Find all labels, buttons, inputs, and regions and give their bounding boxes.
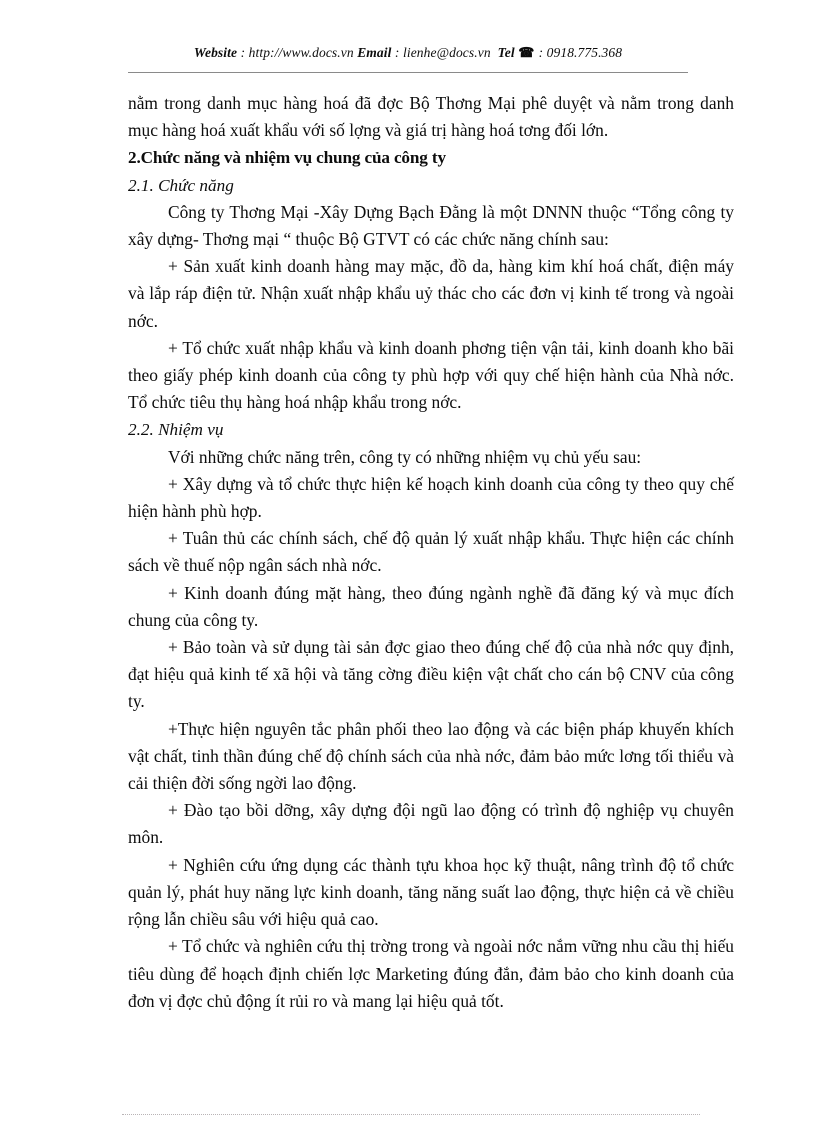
website-separator: :	[237, 45, 249, 60]
footer-divider	[122, 1114, 700, 1115]
header-contact-line	[194, 45, 622, 61]
tel-number: 0918.775.368	[546, 45, 623, 60]
paragraph-duty-4: + Bảo toàn và sử dụng tài sản đợc giao theo đúng chế độ của nhà nớc quy định, đạt hiệu quả kinh tế xã hội và tăng cờng điều kiện vật chất cho cán bộ CNV của công ty.	[128, 637, 734, 712]
section-heading-2: 2.Chức năng và nhiệm vụ chung của công ty	[128, 148, 446, 168]
tel-separator: :	[535, 45, 547, 60]
tel-label: Tel	[497, 45, 515, 60]
paragraph-duties-intro: Với những chức năng trên, công ty có những nhiệm vụ chủ yếu sau:	[168, 446, 642, 467]
paragraph-duty-1: + Xây dựng và tổ chức thực hiện kế hoạch kinh doanh của công ty theo quy chế hiện hành phù hợp.	[128, 473, 734, 522]
paragraph-duty-6: + Đào tạo bồi dỡng, xây dựng đội ngũ lao động có trình độ nghiệp vụ chuyên môn.	[128, 800, 734, 848]
email-separator: :	[391, 45, 403, 60]
paragraph-duty-7: + Nghiên cứu ứng dụng các thành tựu khoa học kỹ thuật, nâng trình độ tổ chức quản lý, phát huy năng lực kinh doanh, tăng năng suất lao động, thực hiện cả về chiều rộng lẫn chiều sâu với hiệu quả cao.	[128, 854, 734, 930]
paragraph-duty-8: + Tổ chức và nghiên cứu thị trờng trong và ngoài nớc nắm vững nhu cầu thị hiếu tiêu dùng để hoạch định chiến lợc Marketing đúng đắn, đảm bảo cho kinh doanh của đơn vị đợc chủ động ít rủi ro và mang lại hiệu quả tốt.	[128, 936, 734, 1011]
paragraph-continuation: nằm trong danh mục hàng hoá đã đợc Bộ Thơng Mại phê duyệt và nằm trong danh mục hàng hoá xuất khẩu với số lợng và giá trị hàng hoá tơng đối lớn.	[128, 93, 734, 141]
subsection-heading-2-1: 2.1. Chức năng	[128, 175, 234, 195]
subsection-heading-2-2: 2.2. Nhiệm vụ	[128, 420, 224, 440]
email-label: Email	[357, 45, 392, 60]
website-url[interactable]: http://www.docs.vn	[248, 45, 354, 60]
page-header	[128, 44, 688, 62]
paragraph-duty-2: + Tuân thủ các chính sách, chế độ quản lý xuất nhập khẩu. Thực hiện các chính sách về thuế nộp ngân sách nhà nớc.	[128, 528, 734, 576]
header-divider	[128, 72, 688, 73]
email-address[interactable]: lienhe@docs.vn	[403, 45, 491, 60]
paragraph-function-1: + Sản xuất kinh doanh hàng may mặc, đồ da, hàng kim khí hoá chất, điện máy và lắp ráp điện tử. Nhận xuất nhập khẩu uỷ thác cho các đơn vị kinh tế trong và ngoài nớc.	[128, 256, 734, 331]
document-body	[128, 90, 734, 1015]
paragraph-duty-3: + Kinh doanh đúng mặt hàng, theo đúng ngành nghề đã đăng ký và mục đích chung của công ty.	[128, 582, 734, 630]
paragraph-duty-5: +Thực hiện nguyên tắc phân phối theo lao động và các biện pháp khuyến khích vật chất, tinh thần đúng chế độ chính sách của nhà nớc, đảm bảo mức lơng tối thiểu và cải thiện đời sống ngời lao động.	[128, 718, 734, 794]
paragraph-function-2: + Tổ chức xuất nhập khẩu và kinh doanh phơng tiện vận tải, kinh doanh kho bãi theo giấy phép kinh doanh của công ty phù hợp với quy chế hiện hành của Nhà nớc. Tổ chức tiêu thụ hàng hoá nhập khẩu trong nớc.	[128, 337, 734, 413]
telephone-icon: ☎	[518, 45, 535, 60]
website-label: Website	[193, 45, 238, 60]
paragraph-company-intro: Công ty Thơng Mại -Xây Dựng Bạch Đằng là một DNNN thuộc “Tổng công ty xây dựng- Thơng mại “ thuộc Bộ GTVT có các chức năng chính sau:	[128, 201, 734, 250]
